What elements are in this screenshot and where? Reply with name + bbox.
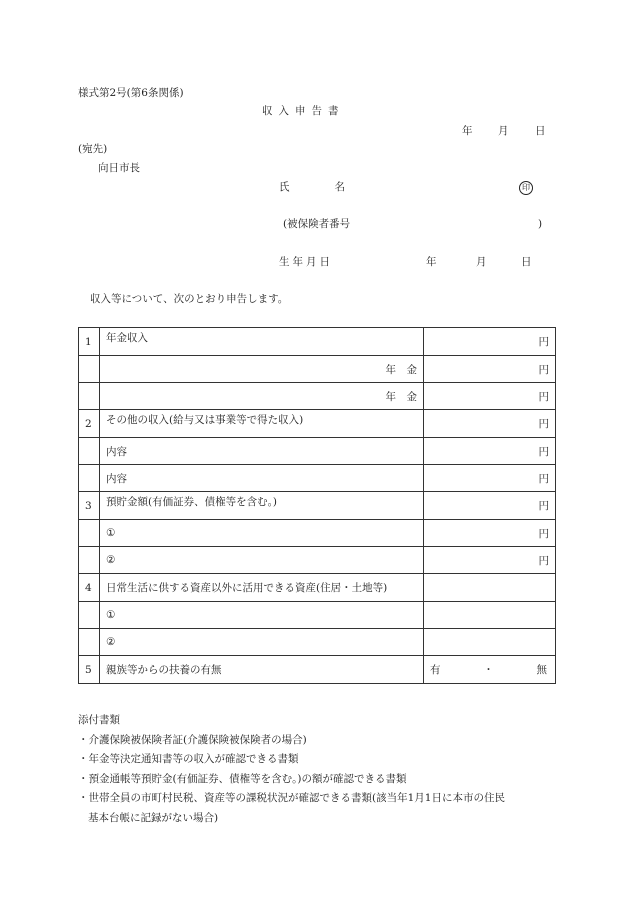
birth-date-label: 生年月日 <box>279 256 333 268</box>
birth-month-label: 月 <box>476 256 487 268</box>
attachments-title: 添付書類 <box>78 714 120 726</box>
table-row-pension <box>79 328 556 356</box>
addressee-label: (宛先) <box>78 143 108 155</box>
applicant-name-label: 氏名 <box>279 181 390 193</box>
table-row-pension-sub <box>79 383 556 410</box>
table-row-assets <box>79 574 556 602</box>
other-income-amount-1[interactable]: 円 <box>424 438 556 465</box>
seal-mark <box>519 180 533 195</box>
table-row-family-support <box>79 656 556 684</box>
option-separator: ・ <box>483 664 494 676</box>
form-number: 様式第2号(第6条関係) <box>78 87 184 99</box>
table-row-savings-sub <box>79 547 556 574</box>
attachment-item: ・預金通帳等預貯金(有価証券、債権等を含む。)の額が確認できる書類 <box>78 772 407 785</box>
row-number: 2 <box>79 410 100 438</box>
savings-item-1[interactable]: ① <box>100 520 424 547</box>
other-income-content-1[interactable]: 内容 <box>100 438 424 465</box>
seal-icon: 印 <box>519 181 533 195</box>
row-number: 5 <box>79 656 100 684</box>
asset-item-2[interactable]: ② <box>100 629 424 656</box>
other-income-amount-2[interactable]: 円 <box>424 465 556 492</box>
row-label-other-income: その他の収入(給与又は事業等で得た収入) <box>100 410 424 438</box>
attachments-section <box>78 711 505 828</box>
row-label-pension-income: 年金収入 <box>100 328 424 356</box>
insured-number-label: (被保険者番号 <box>283 218 351 230</box>
row-label-assets: 日常生活に供する資産以外に活用できる資産(住居・土地等) <box>100 574 424 602</box>
savings-amount-1[interactable]: 円 <box>424 520 556 547</box>
table-row-other-income-sub <box>79 438 556 465</box>
income-declaration-table <box>78 327 556 684</box>
table-row-other-income <box>79 410 556 438</box>
pension-type-2: 年 金 <box>100 383 424 410</box>
row-label-family-support: 親族等からの扶養の有無 <box>100 656 424 684</box>
savings-item-2[interactable]: ② <box>100 547 424 574</box>
pension-income-amount[interactable]: 円 <box>424 328 556 356</box>
table-row-savings <box>79 492 556 520</box>
pension-type-1: 年 金 <box>100 356 424 383</box>
date-day-label: 日 <box>535 125 546 137</box>
table-row-assets-sub <box>79 602 556 629</box>
table-row-pension-sub <box>79 356 556 383</box>
birth-day-label: 日 <box>521 256 532 268</box>
assets-value[interactable] <box>424 574 556 602</box>
attachment-item-continued: 基本台帳に記録がない場合) <box>88 811 219 824</box>
table-row-assets-sub <box>79 629 556 656</box>
option-yes[interactable]: 有 <box>430 664 441 676</box>
row-label-savings: 預貯金額(有価証券、債権等を含む。) <box>100 492 424 520</box>
other-income-amount[interactable]: 円 <box>424 410 556 438</box>
table-row-other-income-sub <box>79 465 556 492</box>
document-title: 収入申告書 <box>262 105 345 117</box>
savings-amount-2[interactable]: 円 <box>424 547 556 574</box>
row-number: 4 <box>79 574 100 602</box>
birth-year-label: 年 <box>426 256 437 268</box>
pension-amount-1[interactable]: 円 <box>424 356 556 383</box>
date-year-label: 年 <box>462 125 473 137</box>
attachment-item: ・世帯全員の市町村民税、資産等の課税状況が確認できる書類(該当年1月1日に本市の住民 <box>78 792 505 804</box>
row-number: 1 <box>79 328 100 356</box>
row-number: 3 <box>79 492 100 520</box>
option-no[interactable]: 無 <box>536 664 547 676</box>
attachment-item: ・介護保険被保険者証(介護保険被保険者の場合) <box>78 733 307 746</box>
addressee-name: 向日市長 <box>98 162 140 174</box>
family-support-choice[interactable] <box>424 656 556 684</box>
declaration-intro: 収入等について、次のとおり申告します。 <box>90 293 289 305</box>
insured-number-close: ) <box>538 218 543 230</box>
savings-amount[interactable]: 円 <box>424 492 556 520</box>
asset-value-2[interactable] <box>424 629 556 656</box>
date-month-label: 月 <box>498 125 509 137</box>
other-income-content-2[interactable]: 内容 <box>100 465 424 492</box>
attachment-item: ・年金等決定通知書等の収入が確認できる書類 <box>78 753 299 765</box>
asset-item-1[interactable]: ① <box>100 602 424 629</box>
asset-value-1[interactable] <box>424 602 556 629</box>
pension-amount-2[interactable]: 円 <box>424 383 556 410</box>
table-row-savings-sub <box>79 520 556 547</box>
